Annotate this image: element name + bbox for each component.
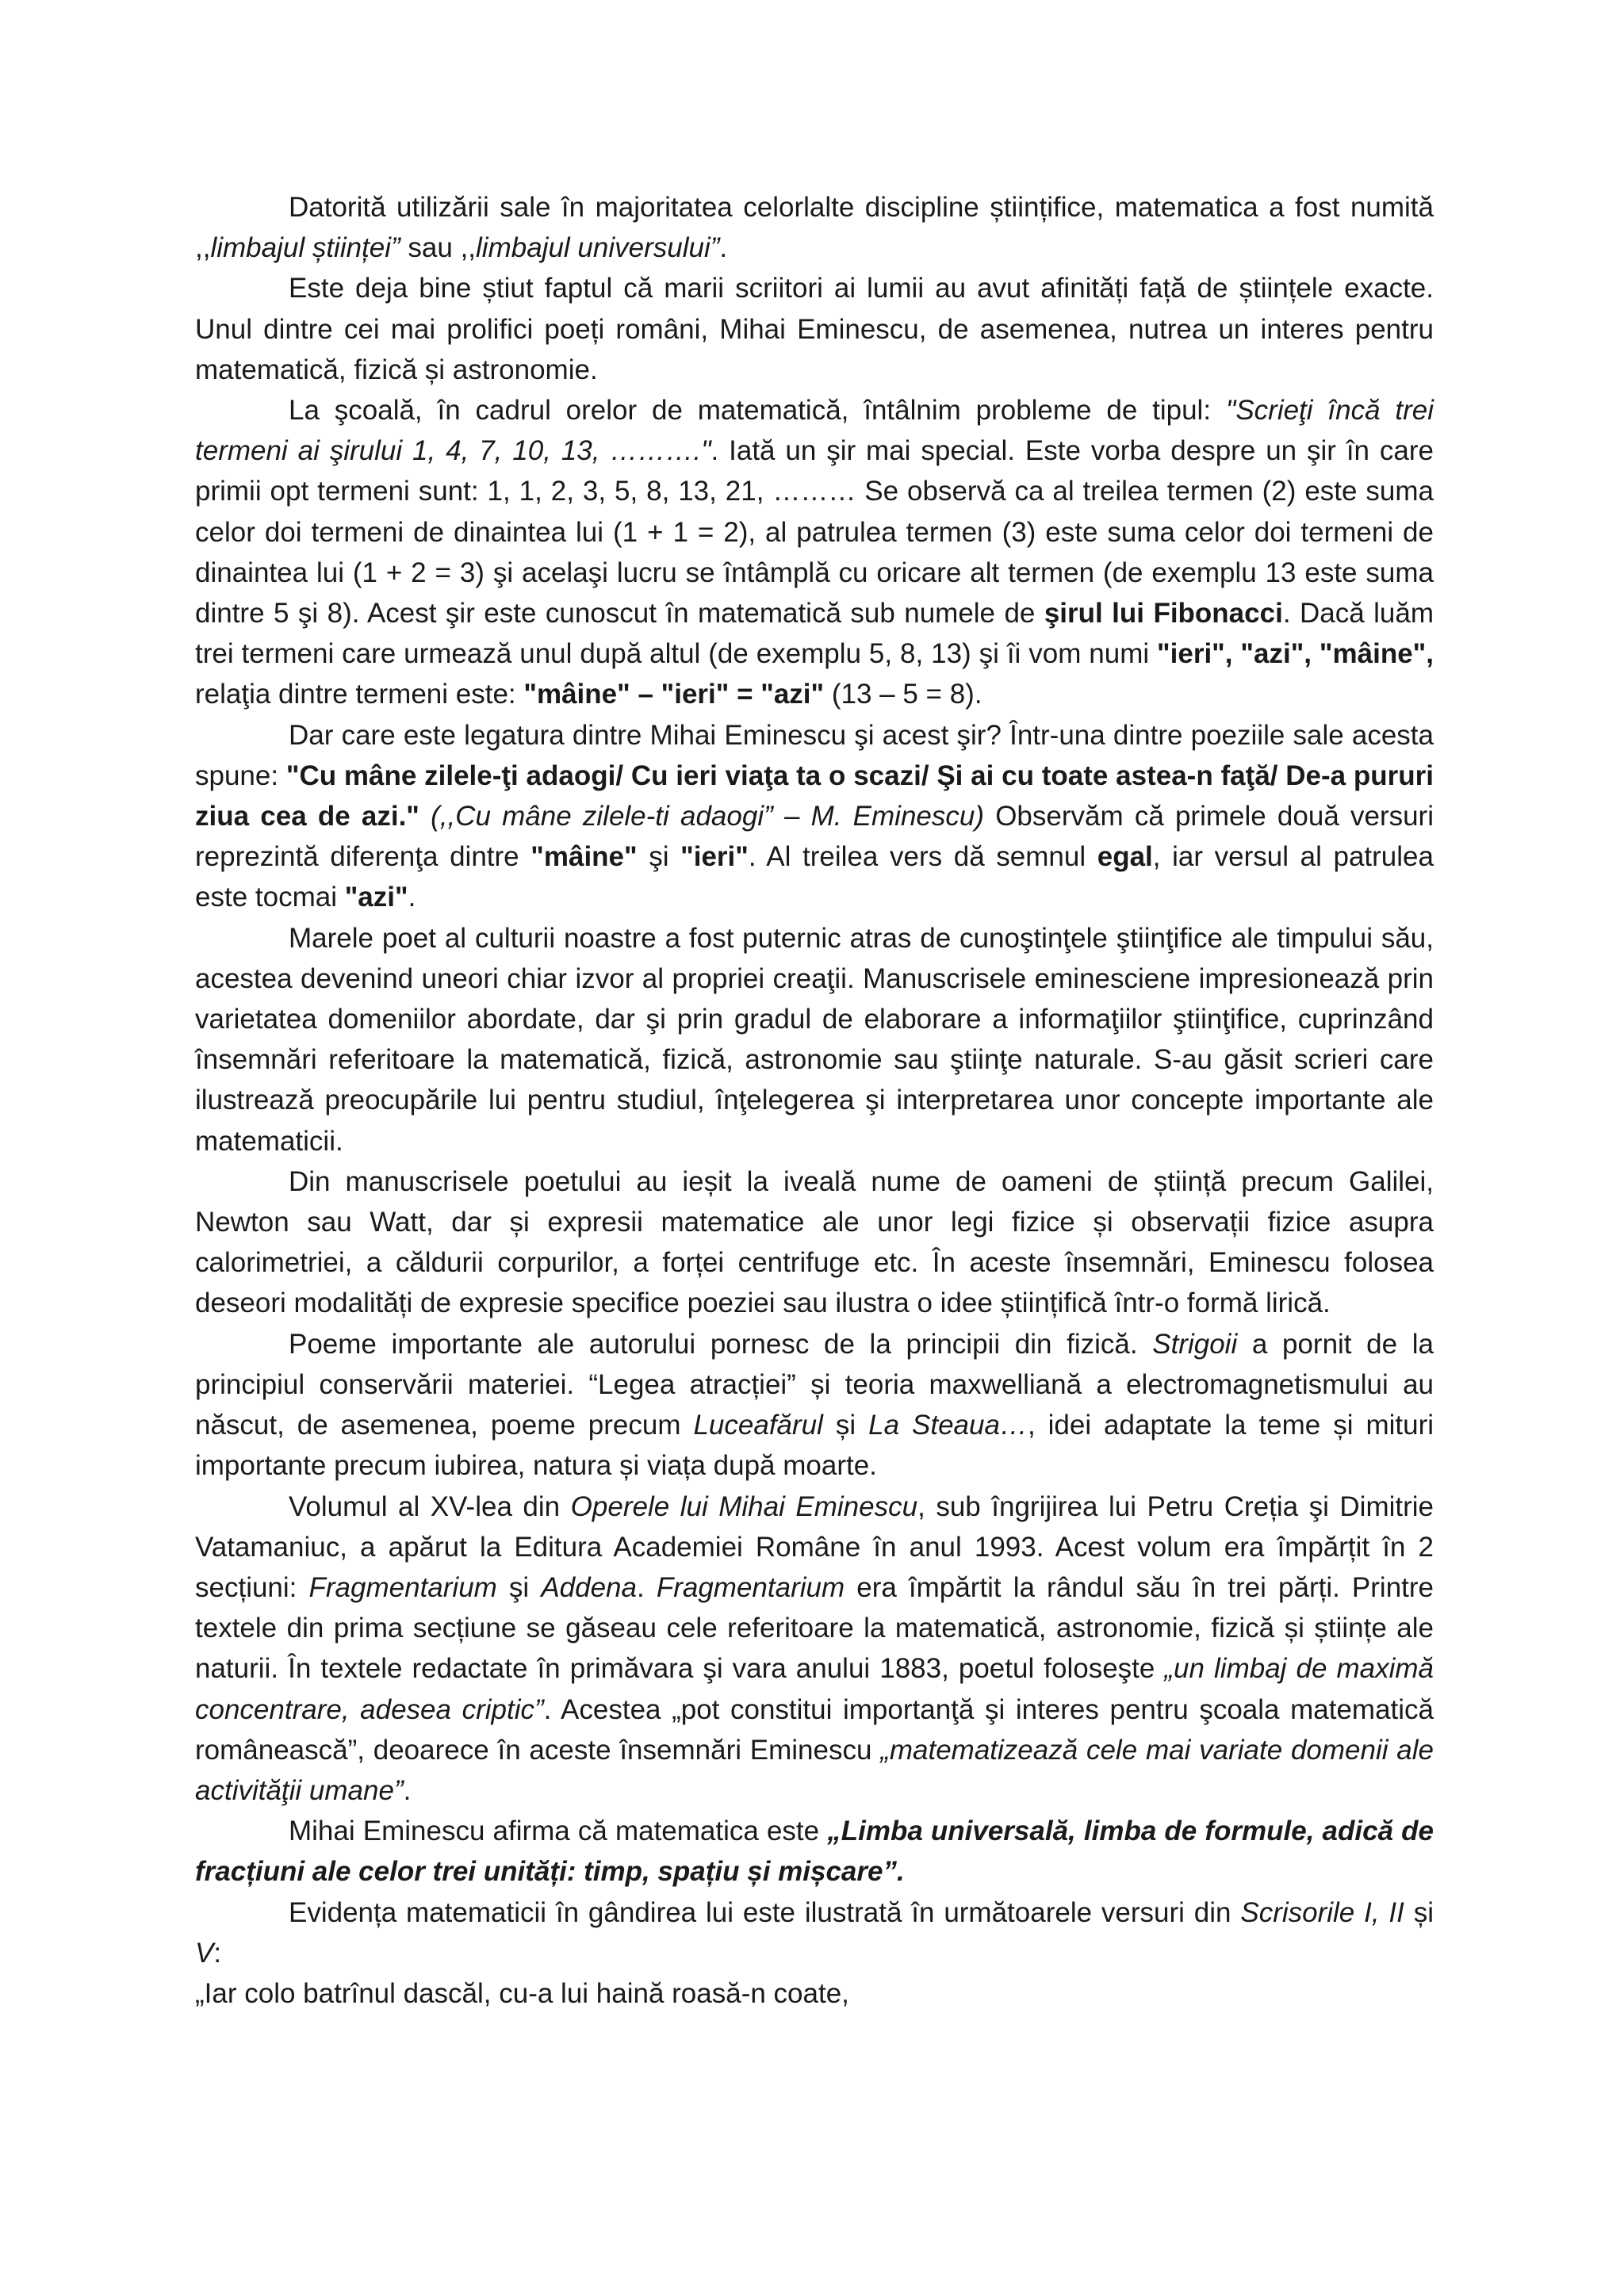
text-run: şi [637, 841, 681, 873]
italic-run: Fragmentarium [656, 1571, 845, 1603]
italic-run: limbajul universului” [476, 232, 720, 264]
text-run: Din manuscrisele poetului au ieșit la iveală nume de oameni de știință precum Galilei, Newton sau Watt, dar și expresii matematice ale unor legi fizice și observații fizice asupra calorimetriei, a căldurii corpurilor, a forței centrifuge etc. În aceste însemnări, Eminescu folosea deseori modalități de expresie specifice poeziei sau ilustra o idee științifică într-o formă lirică. [195, 1165, 1434, 1319]
italic-run: "Scrieţi încă trei termeni ai şirului 1, 4, 7, 10, 13, ………." [195, 395, 1434, 467]
paragraph-8 [195, 1487, 1434, 1812]
text-run: şi [496, 1571, 542, 1603]
italic-run: (,,Cu mâne zilele-ti adaogi” – M. Eminescu) [431, 801, 984, 832]
text-run: . [408, 882, 416, 913]
text-run: era împărtit la rândul său în trei părți. Printre textele din prima secțiune se găseau cele referitoare la matematică, astronomie, fizică și științe ale naturii. În textele redactate în primăvara şi vara anului 1883, poetul foloseşte [195, 1571, 1434, 1685]
italic-run: Addena [541, 1571, 637, 1603]
paragraph-7 [195, 1324, 1434, 1487]
text-run: Dar care este legatura dintre Mihai Eminescu şi acest şir? Într-una dintre poeziile sale acesta spune: [195, 719, 1434, 791]
text-run: , idei adaptate la teme și mituri importante precum iubirea, natura și viața după moarte. [195, 1410, 1434, 1482]
text-run: . Al treilea vers dă semnul [748, 841, 1097, 873]
bold-run: "ieri" [680, 841, 749, 873]
paragraph-1 [195, 187, 1434, 268]
italic-run: limbajul științei” [210, 232, 400, 264]
italic-run: Scrisorile I, II [1240, 1896, 1404, 1928]
text-run: . [636, 1571, 657, 1603]
paragraph-6 [195, 1161, 1434, 1324]
text-run: Volumul al XV-lea din [289, 1490, 571, 1522]
text-run: . [719, 232, 728, 264]
text-run: . Iată un şir mai special. Este vorba despre un şir în care primii opt termeni sunt: 1, 1, 2, 3, 5, 8, 13, 21, ……… Se observă ca al treilea termen (2) este suma celor doi termeni de dinaintea lui (1 + 1 = 2), al patrulea termen (3) este suma celor doi termeni de dinaintea lui (1 + 2 = 3) şi acelaşi lucru se întâmplă cu oricare alt termen (de exemplu 13 este suma dintre 5 şi 8). Acest şir este cunoscut în matematică sub numele de [195, 435, 1434, 629]
bold-run: "mâine" [530, 841, 638, 873]
italic-run: V [195, 1937, 214, 1969]
text-run: Poeme importante ale autorului pornesc de la principii din fizică. [289, 1328, 1153, 1360]
italic-run: La Steaua… [868, 1410, 1028, 1441]
bold-run: "ieri", "azi", "mâine", [1157, 638, 1434, 670]
text-run: . Acestea „pot constitui importanţă şi interes pentru şcoala matematică românească”, deoarece în aceste însemnări Eminescu [195, 1693, 1434, 1766]
text-run: și [1404, 1896, 1434, 1928]
bold-run: "mâine" – "ieri" = "azi" [523, 679, 825, 710]
text-run: sau ,, [400, 232, 477, 264]
paragraph-3 [195, 390, 1434, 715]
paragraph-5 [195, 918, 1434, 1161]
italic-run: Strigoii [1152, 1328, 1238, 1360]
italic-run: „un limbaj de maximă concentrare, adesea criptic” [195, 1653, 1434, 1725]
text-run: a pornit de la principiul conservării materiei. “Legea atracției” și teoria maxwelliană a electromagnetismului au născut, de asemenea, poeme precum [195, 1328, 1434, 1441]
paragraph-4 [195, 715, 1434, 918]
text-run: . Dacă luăm trei termeni care urmează unul după altul (de exemplu 5, 8, 13) şi îi vom numi [195, 598, 1434, 670]
bold-italic-run: „Limba universală, limba de formule, adică de fracțiuni ale celor trei unități: timp, spațiu și mișcare”. [195, 1816, 1434, 1888]
text-run: . [403, 1774, 412, 1806]
paragraph-2 [195, 268, 1434, 390]
paragraph-10 [195, 1892, 1434, 1973]
text-run: Mihai Eminescu afirma că matematica este [289, 1816, 828, 1847]
text-run: Evidența matematicii în gândirea lui este ilustrată în următoarele versuri din [289, 1896, 1241, 1928]
italic-run: „matematizează cele mai variate domenii ale activităţii umane” [195, 1734, 1434, 1806]
text-run [419, 801, 431, 832]
text-run: „Iar colo batrînul dascăl, cu-a lui haină roasă-n coate, [195, 1977, 849, 2009]
text-run: Marele poet al culturii noastre a fost puternic atras de cunoştinţele ştiinţifice ale timpului său, acestea devenind uneori chiar izvor al propriei creaţii. Manuscrisele eminesciene impresionează prin varietatea domeniilor abordate, dar şi prin gradul de elaborare a informaţiilor ştiinţifice, cuprinzând însemnări referitoare la matematică, fizică, astronomie sau ştiinţe naturale. S-au găsit scrieri care ilustrează preocupările lui pentru studiul, înţelegerea şi interpretarea unor concepte importante ale matematicii. [195, 922, 1434, 1157]
text-run: Este deja bine știut faptul că marii scriitori ai lumii au avut afinități față de științele exacte. Unul dintre cei mai prolifici poeți români, Mihai Eminescu, de asemenea, nutrea un interes pentru matematică, fizică și astronomie. [195, 273, 1434, 385]
text-run: : [213, 1937, 222, 1969]
text-run: (13 – 5 = 8). [824, 679, 982, 710]
bold-run: "Cu mâne zilele-ţi adaogi/ Cu ieri viaţa ta o scazi/ Şi ai cu toate astea-n faţă/ De-a pururi ziua cea de azi." [195, 760, 1434, 832]
document-page [195, 187, 1434, 2014]
text-run: , iar versul al patrulea este tocmai [195, 841, 1434, 913]
italic-run: Operele lui Mihai Eminescu [570, 1490, 918, 1522]
text-run: și [822, 1410, 869, 1441]
bold-run: egal [1097, 841, 1153, 873]
text-run: relaţia dintre termeni este: [195, 679, 524, 710]
text-run: , sub îngrijirea lui Petru Creția şi Dimitrie Vatamaniuc, a apărut la Editura Academiei Române în anul 1993. Acest volum era împărțit în 2 secțiuni: [195, 1490, 1434, 1603]
bold-run: "azi" [344, 882, 408, 913]
text-run: Datorită utilizării sale în majoritatea celorlalte discipline științifice, matematica a fost numită ,, [195, 192, 1434, 264]
italic-run: Luceafărul [693, 1410, 823, 1441]
paragraph-9 [195, 1811, 1434, 1892]
text-run: La şcoală, în cadrul orelor de matematică, întâlnim probleme de tipul: [289, 395, 1226, 427]
italic-run: Fragmentarium [308, 1571, 497, 1603]
verse-line-1 [195, 1973, 1434, 2014]
bold-run: şirul lui Fibonacci [1044, 598, 1283, 629]
text-run: Observăm că primele două versuri reprezintă diferenţa dintre [195, 801, 1434, 873]
